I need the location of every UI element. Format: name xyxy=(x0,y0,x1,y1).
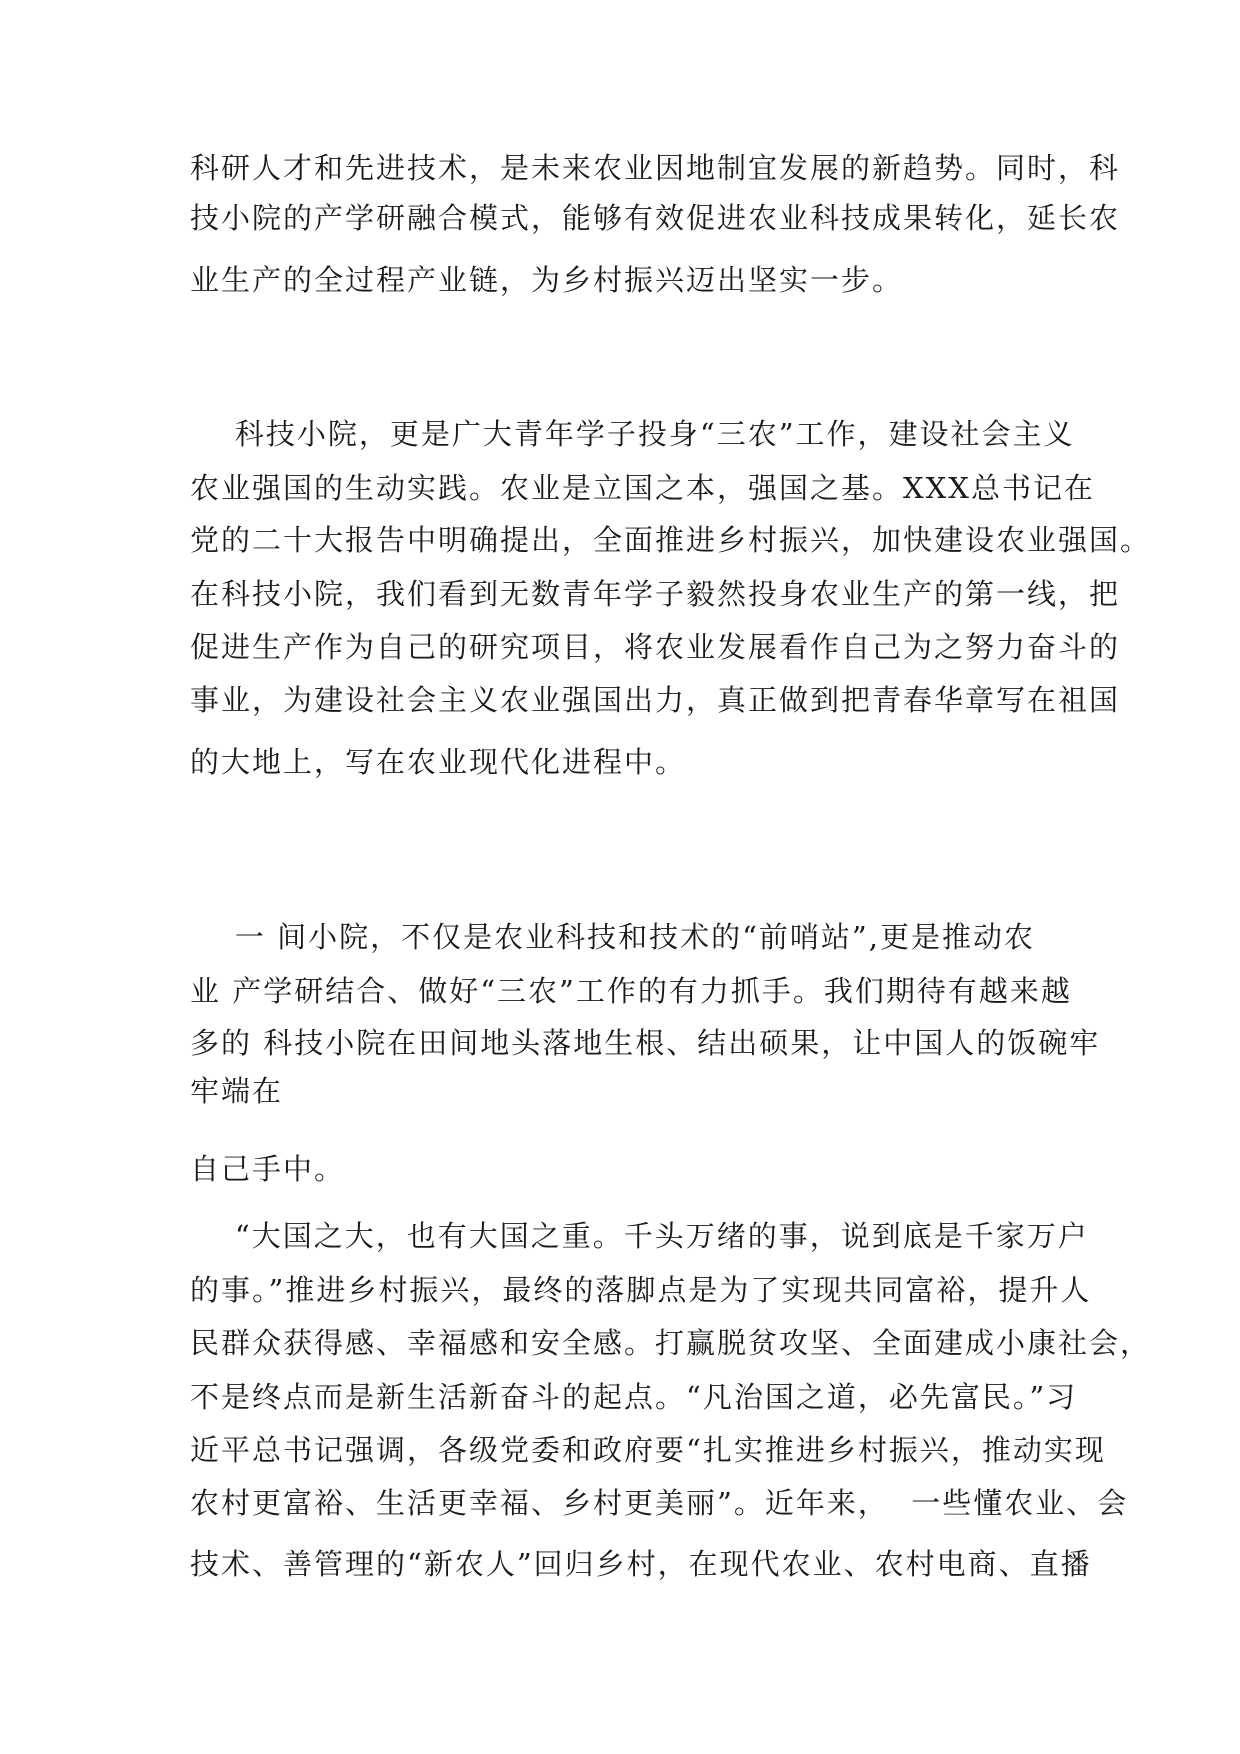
text-line: 技术、善管理的“新农人”回归乡村，在现代农业、农村电商、直播 xyxy=(190,1547,1092,1581)
text-line: 在科技小院，我们看到无数青年学子毅然投身农业生产的第一线，把 xyxy=(190,577,1121,611)
text-line: 的大地上，写在农业现代化进程中。 xyxy=(190,745,687,779)
text-line: 业生产的全过程产业链，为乡村振兴迈出坚实一步。 xyxy=(190,263,904,297)
text-line: 科技小院，更是广大青年学子投身“三农”工作，建设社会主义 xyxy=(190,417,1075,451)
text-line: 业 产学研结合、做好“三农”工作的有力抓手。我们期待有越来越 xyxy=(190,974,1072,1008)
text-line: 促进生产作为自己的研究项目，将农业发展看作自己为之努力奋斗的 xyxy=(190,630,1121,664)
text-line: 的事。”推进乡村振兴，最终的落脚点是为了实现共同富裕，提升人 xyxy=(190,1273,1092,1307)
text-line: 多的 科技小院在田间地头落地生根、结出硕果，让中国人的饭碗牢 xyxy=(190,1026,1101,1060)
text-line: 牢端在 xyxy=(190,1074,284,1108)
text-line: 农村更富裕、生活更幸福、乡村更美丽”。近年来， 一些懂农业、会 xyxy=(190,1486,1129,1520)
text-line: 科研人才和先进技术，是未来农业因地制宜发展的新趋势。同时，科 xyxy=(190,151,1121,185)
text-line: 近平总书记强调，各级党委和政府要“扎实推进乡村振兴，推动实现 xyxy=(190,1433,1106,1467)
text-line: 自己手中。 xyxy=(190,1152,346,1186)
text-line: 党的二十大报告中明确提出，全面推进乡村振兴，加快建设农业强国。 xyxy=(190,523,1152,557)
text-line: 技小院的产学研融合模式，能够有效促进农业科技成果转化，延长农 xyxy=(190,201,1121,235)
text-line: “大国之大，也有大国之重。千头万绪的事，说到底是千家万户 xyxy=(190,1219,1089,1253)
text-line: 民群众获得感、幸福感和安全感。打赢脱贫攻坚、全面建成小康社会， xyxy=(190,1326,1152,1360)
text-line: 农业强国的生动实践。农业是立国之本，强国之基。XXX总书记在 xyxy=(190,471,1095,505)
text-line: 事业，为建设社会主义农业强国出力，真正做到把青春华章写在祖国 xyxy=(190,683,1121,717)
text-line: 一 间小院，不仅是农业科技和技术的“前哨站”,更是推动农 xyxy=(190,920,1035,954)
text-line: 不是终点而是新生活新奋斗的起点。“凡治国之道，必先富民。”习 xyxy=(190,1380,1078,1414)
